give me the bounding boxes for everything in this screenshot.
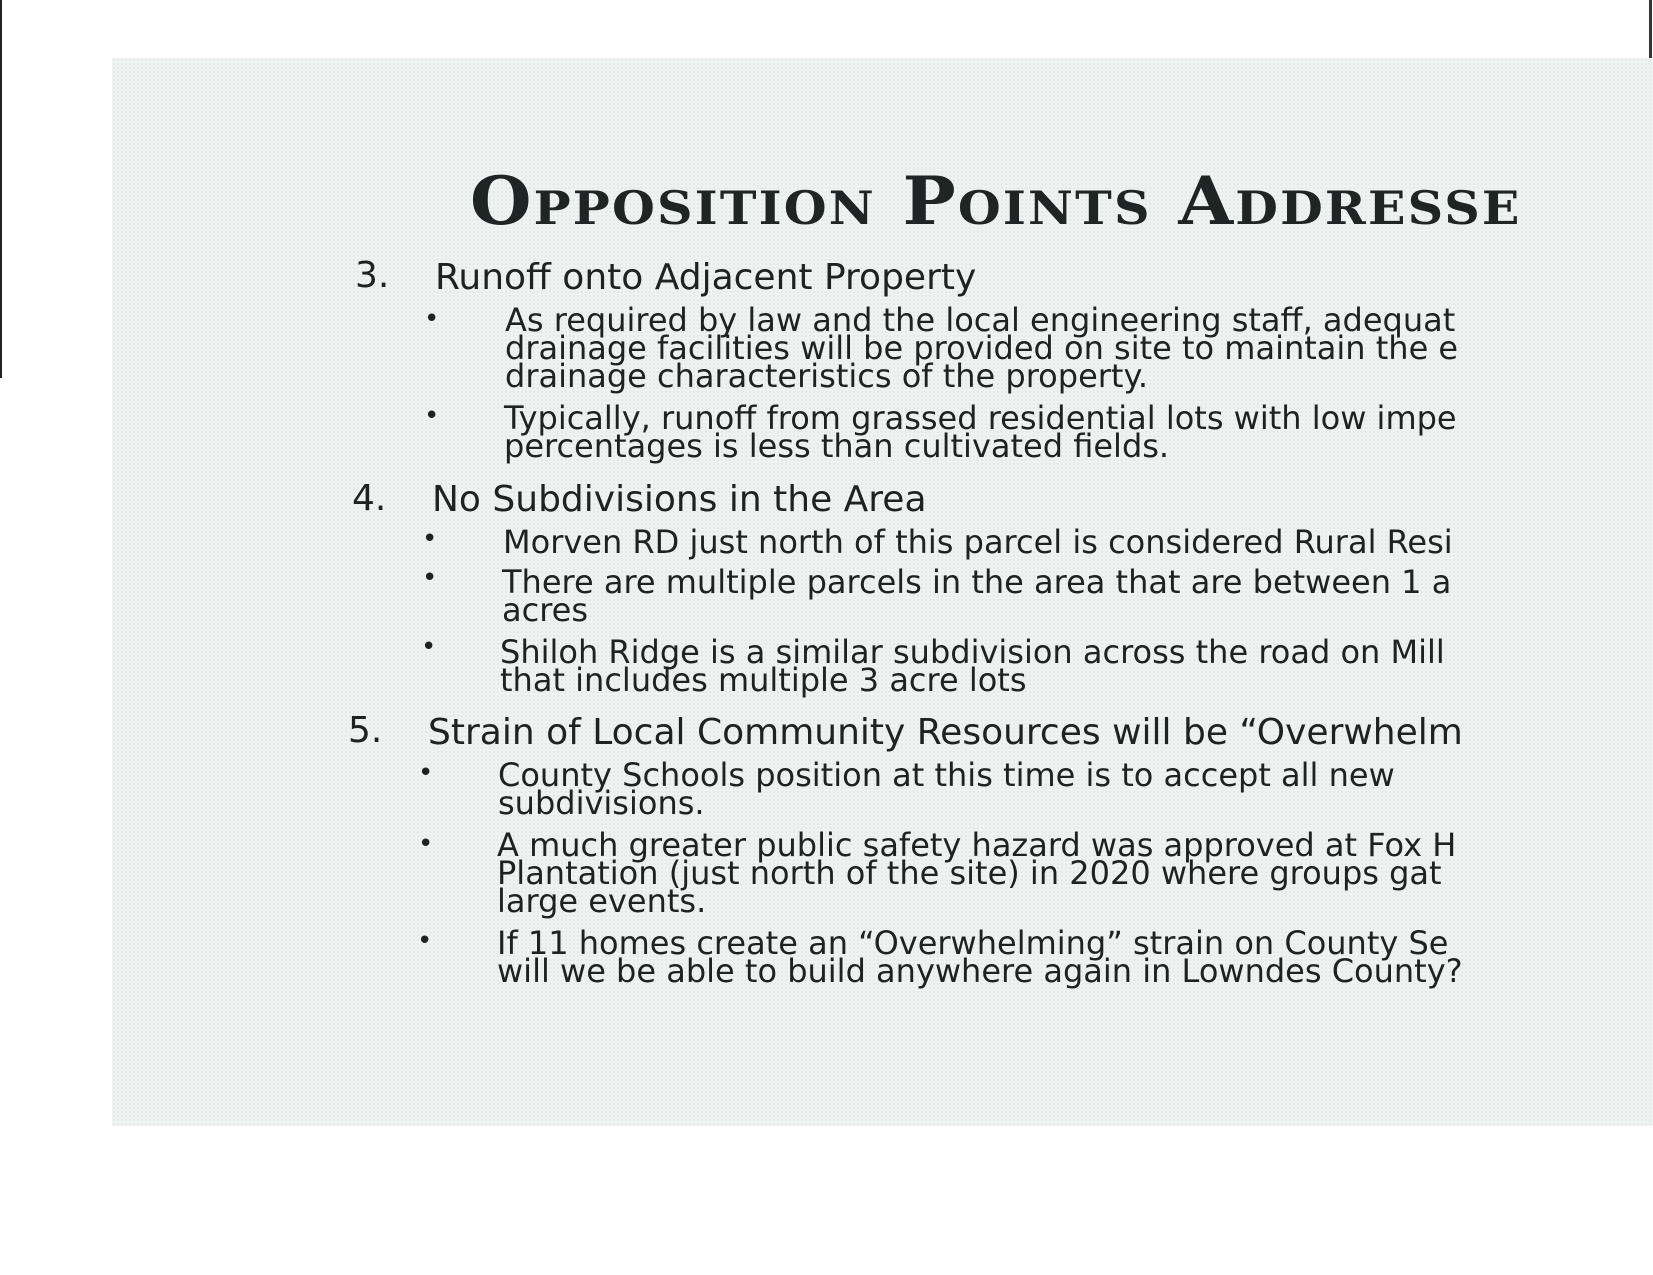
section-heading: No Subdivisions in the Area <box>432 479 927 520</box>
bullet-item <box>502 563 1452 629</box>
bullet-item <box>500 633 1445 699</box>
bullet-item <box>497 826 1457 920</box>
bullet-line: Typically, runoff from grassed residential lots with low impe <box>504 399 1457 437</box>
slide-page <box>112 58 1653 1126</box>
section-number: 3. <box>355 255 390 296</box>
bullet-icon: • <box>418 758 434 788</box>
bullet-item <box>505 301 1459 395</box>
bullet-icon: • <box>417 926 433 956</box>
bullet-line: percentages is less than cultivated fields. <box>504 427 1170 465</box>
scan-edge-left <box>0 0 2 378</box>
bullet-icon: • <box>424 401 440 431</box>
bullet-line: County Schools position at this time is to accept all new <box>498 756 1395 794</box>
bullet-item <box>503 523 1453 561</box>
bullet-line: There are multiple parcels in the area that are between 1 a <box>502 563 1452 601</box>
bullet-icon: • <box>424 304 440 334</box>
bullet-item <box>497 924 1463 990</box>
section-number: 4. <box>352 478 387 519</box>
bullet-icon: • <box>422 524 438 554</box>
bullet-line: Morven RD just north of this parcel is considered Rural Resi <box>503 523 1453 561</box>
bullet-line: A much greater public safety hazard was approved at Fox H <box>497 826 1457 864</box>
bullet-icon: • <box>421 632 437 662</box>
section-heading: Strain of Local Community Resources will be “Overwhelm <box>428 712 1463 753</box>
bullet-line: Plantation (just north of the site) in 2020 where groups gat <box>497 854 1442 892</box>
bullet-line: large events. <box>497 882 707 920</box>
bullet-icon: • <box>418 829 434 859</box>
bullet-item <box>498 756 1395 822</box>
slide-title: Opposition Points Addresse <box>470 162 1522 240</box>
section-number: 5. <box>348 710 383 751</box>
bullet-line: If 11 homes create an “Overwhelming” strain on County Se <box>497 924 1449 962</box>
bullet-item <box>504 399 1457 465</box>
bullet-line: drainage facilities will be provided on site to maintain the e <box>505 329 1459 367</box>
bullet-line: subdivisions. <box>498 784 705 822</box>
bullet-line: As required by law and the local engineering staff, adequat <box>505 301 1456 339</box>
bullet-line: Shiloh Ridge is a similar subdivision across the road on Mill <box>500 633 1445 671</box>
bullet-icon: • <box>422 563 438 593</box>
bullet-line: acres <box>502 591 589 629</box>
bullet-line: drainage characteristics of the property. <box>505 357 1148 395</box>
bullet-line: that includes multiple 3 acre lots <box>500 661 1027 699</box>
section-heading: Runoff onto Adjacent Property <box>435 257 977 298</box>
bullet-line: will we be able to build anywhere again in Lowndes County? <box>497 952 1463 990</box>
